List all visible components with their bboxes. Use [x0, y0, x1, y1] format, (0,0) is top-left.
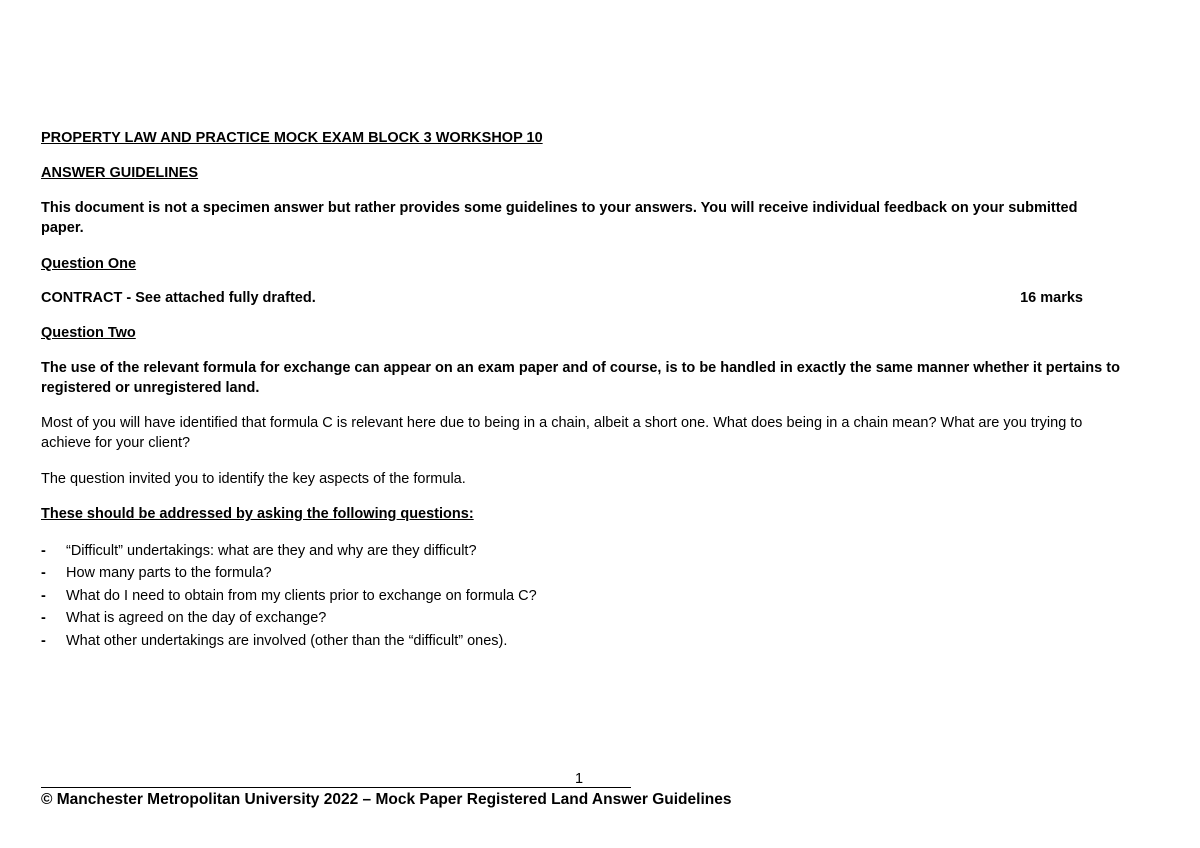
bullet-dash: -: [41, 565, 46, 581]
list-item: [41, 541, 477, 561]
list-item: [41, 608, 326, 628]
bullet-dash: -: [41, 633, 46, 649]
bullet-dash: -: [41, 543, 46, 559]
question-two-paragraph-1: Most of you will have identified that formula C is relevant here due to being in a chain, albeit a short one. What does being in a chain mean? What are you trying to achieve for your client?: [41, 415, 1083, 451]
contract-text: CONTRACT - See attached fully drafted.: [41, 290, 316, 306]
list-item-text: How many parts to the formula?: [66, 565, 272, 581]
list-item: [41, 631, 507, 651]
list-item-text: What do I need to obtain from my clients prior to exchange on formula C?: [66, 588, 537, 604]
document-title: PROPERTY LAW AND PRACTICE MOCK EXAM BLOCK 3 WORKSHOP 10: [41, 130, 543, 146]
marks-label: 16 marks: [1020, 290, 1083, 306]
question-one-heading: Question One: [41, 256, 137, 272]
list-item: [41, 586, 537, 606]
list-item-text: What other undertakings are involved (other than the “difficult” ones).: [66, 633, 508, 649]
question-one-contract-row: [41, 288, 1083, 308]
question-two-heading: Question Two: [41, 325, 136, 341]
intro-paragraph: This document is not a specimen answer but rather provides some guidelines to your answers. You will receive individual feedback on your submitted paper.: [41, 200, 1078, 236]
question-two-paragraph-2: The question invited you to identify the key aspects of the formula.: [41, 471, 466, 487]
bullet-dash: -: [41, 588, 46, 604]
list-item-text: “Difficult” undertakings: what are they and why are they difficult?: [66, 543, 477, 559]
footer-copyright: © Manchester Metropolitan University 2022 – Mock Paper Registered Land Answer Guidelines: [41, 791, 732, 808]
document-subtitle: ANSWER GUIDELINES: [41, 165, 199, 181]
list-item: [41, 563, 272, 583]
bullet-dash: -: [41, 610, 46, 626]
footer-divider: [41, 787, 631, 788]
list-heading: These should be addressed by asking the following questions:: [41, 506, 474, 522]
question-two-bold-paragraph: The use of the relevant formula for exchange can appear on an exam paper and of course, is to be handled in exactly the same manner whether it pertains to registered or unregistered land.: [41, 360, 1120, 396]
page-number: 1: [575, 771, 584, 787]
list-item-text: What is agreed on the day of exchange?: [66, 610, 327, 626]
